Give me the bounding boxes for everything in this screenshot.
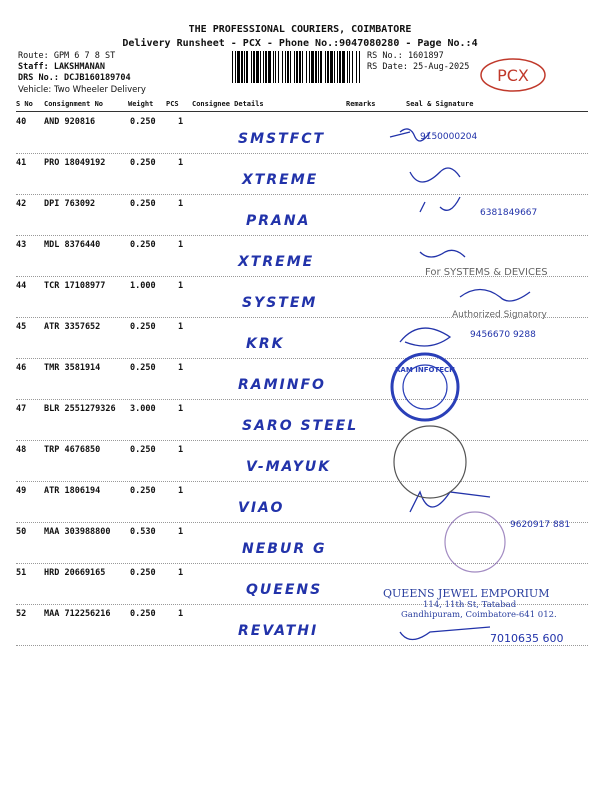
row-pcs: 1 <box>178 199 184 209</box>
row-consignee-handwritten: XTREME <box>238 254 315 270</box>
row-weight: 0.250 <box>130 199 156 209</box>
row-pcs: 1 <box>178 117 184 127</box>
pcx-stamp <box>478 56 548 94</box>
signature-6 <box>400 328 450 346</box>
signature-4 <box>420 250 465 257</box>
col-weight: Weight <box>128 100 154 108</box>
phone-1: 9150000204 <box>420 132 478 142</box>
row-weight: 0.250 <box>130 117 156 127</box>
row-consignment-no: BLR 2551279326 <box>44 404 116 414</box>
row-pcs: 1 <box>178 445 184 455</box>
row-consignment-no: PRO 18049192 <box>44 158 106 168</box>
row-weight: 0.250 <box>130 158 156 168</box>
row-consignee-handwritten: KRK <box>246 336 285 352</box>
signature-2 <box>410 168 460 182</box>
row-weight: 0.250 <box>130 486 156 496</box>
vmayuk-seal <box>394 426 466 498</box>
rs-no-label: RS No.: 1601897 <box>367 51 444 61</box>
row-consignee-handwritten: V-MAYUK <box>246 459 332 475</box>
row-sno: 44 <box>16 281 27 291</box>
row-weight: 0.530 <box>130 527 156 537</box>
row-consignee-handwritten: SARO STEEL <box>242 418 359 434</box>
row-sno: 42 <box>16 199 27 209</box>
row-weight: 0.250 <box>130 609 156 619</box>
signature-5 <box>460 290 530 302</box>
table-header <box>16 99 588 112</box>
row-sno: 43 <box>16 240 27 250</box>
row-weight: 0.250 <box>130 240 156 250</box>
signature-7 <box>410 492 490 512</box>
row-sno: 46 <box>16 363 27 373</box>
row-consignment-no: HRD 20669165 <box>44 568 106 578</box>
row-consignment-no: MAA 712256216 <box>44 609 111 619</box>
queens-addr1: 114, 11th St, Tatabad <box>423 600 517 610</box>
row-pcs: 1 <box>178 527 184 537</box>
queens-seal-block <box>383 587 557 620</box>
row-consignee-handwritten: RAMINFO <box>238 377 326 393</box>
row-consignee-handwritten: SMSTFCT <box>238 131 326 147</box>
vehicle-label: Vehicle: Two Wheeler Delivery <box>18 85 146 95</box>
row-pcs: 1 <box>178 486 184 496</box>
row-pcs: 1 <box>178 363 184 373</box>
row-consignment-no: ATR 3357652 <box>44 322 101 332</box>
row-weight: 0.250 <box>130 363 156 373</box>
staff-label: Staff: LAKSHMANAN <box>18 62 105 72</box>
phone-4: 9620917 881 <box>510 520 571 530</box>
col-seal: Seal & Signature <box>406 100 474 108</box>
systems-seal-text: For SYSTEMS & DEVICES <box>425 267 548 278</box>
row-weight: 3.000 <box>130 404 156 414</box>
row-consignment-no: AND 920816 <box>44 117 96 127</box>
row-weight: 0.250 <box>130 445 156 455</box>
row-sno: 47 <box>16 404 27 414</box>
row-pcs: 1 <box>178 240 184 250</box>
queens-addr2: Gandhipuram, Coimbatore-641 012. <box>401 610 557 620</box>
col-remarks: Remarks <box>346 100 376 108</box>
row-consignee-handwritten: NEBUR G <box>242 541 327 557</box>
row-weight: 0.250 <box>130 568 156 578</box>
col-pcs: PCS <box>166 100 179 108</box>
row-pcs: 1 <box>178 158 184 168</box>
pcx-stamp-text: PCX <box>497 66 529 85</box>
row-sno: 40 <box>16 117 27 127</box>
col-consignee: Consignee Details <box>192 100 264 108</box>
ram-infotech-seal-text: RAM INFOTECH <box>395 366 455 374</box>
row-sno: 41 <box>16 158 27 168</box>
route-label: Route: GPM 6 7 8 ST <box>18 51 116 61</box>
row-consignee-handwritten: VIAO <box>238 500 285 516</box>
row-consignee-handwritten: XTREME <box>242 172 319 188</box>
drs-label: DRS No.: DCJB160189704 <box>18 73 131 83</box>
row-weight: 0.250 <box>130 322 156 332</box>
row-consignment-no: MDL 8376440 <box>44 240 101 250</box>
row-sno: 52 <box>16 609 27 619</box>
page-subtitle: Delivery Runsheet - PCX - Phone No.:9047080280 - Page No.:4 <box>122 38 478 49</box>
row-pcs: 1 <box>178 404 184 414</box>
signature-3 <box>420 197 460 212</box>
row-sno: 45 <box>16 322 27 332</box>
row-sno: 51 <box>16 568 27 578</box>
ram-infotech-seal <box>392 354 458 420</box>
row-consignee-handwritten: REVATHI <box>238 623 319 639</box>
row-consignment-no: TRP 4676850 <box>44 445 101 455</box>
signature-8 <box>400 627 490 640</box>
row-consignee-handwritten: QUEENS <box>246 582 323 598</box>
row-pcs: 1 <box>178 322 184 332</box>
col-consignment: Consignment No <box>44 100 104 108</box>
barcode <box>232 51 362 83</box>
row-sno: 49 <box>16 486 27 496</box>
row-consignee-handwritten: PRANA <box>246 213 311 229</box>
row-consignment-no: DPI 763092 <box>44 199 96 209</box>
row-pcs: 1 <box>178 281 184 291</box>
col-sno: S No <box>16 100 33 108</box>
row-pcs: 1 <box>178 568 184 578</box>
phone-3: 9456670 9288 <box>470 330 536 340</box>
row-consignment-no: TMR 3581914 <box>44 363 101 373</box>
phone-2: 6381849667 <box>480 208 538 218</box>
row-consignee-handwritten: SYSTEM <box>242 295 318 311</box>
row-consignment-no: TCR 17108977 <box>44 281 106 291</box>
row-weight: 1.000 <box>130 281 156 291</box>
row-consignment-no: MAA 303988800 <box>44 527 111 537</box>
signatory-text: Authorized Signatory <box>452 310 547 320</box>
page-title: THE PROFESSIONAL COURIERS, COIMBATORE <box>188 24 412 35</box>
rs-date-label: RS Date: 25-Aug-2025 <box>367 62 470 72</box>
queens-name: QUEENS JEWEL EMPORIUM <box>383 587 550 600</box>
row-pcs: 1 <box>178 609 184 619</box>
row-sno: 50 <box>16 527 27 537</box>
queens-seal <box>445 512 505 572</box>
phone-5: 7010635 600 <box>490 632 564 645</box>
row-sno: 48 <box>16 445 27 455</box>
row-consignment-no: ATR 1806194 <box>44 486 101 496</box>
